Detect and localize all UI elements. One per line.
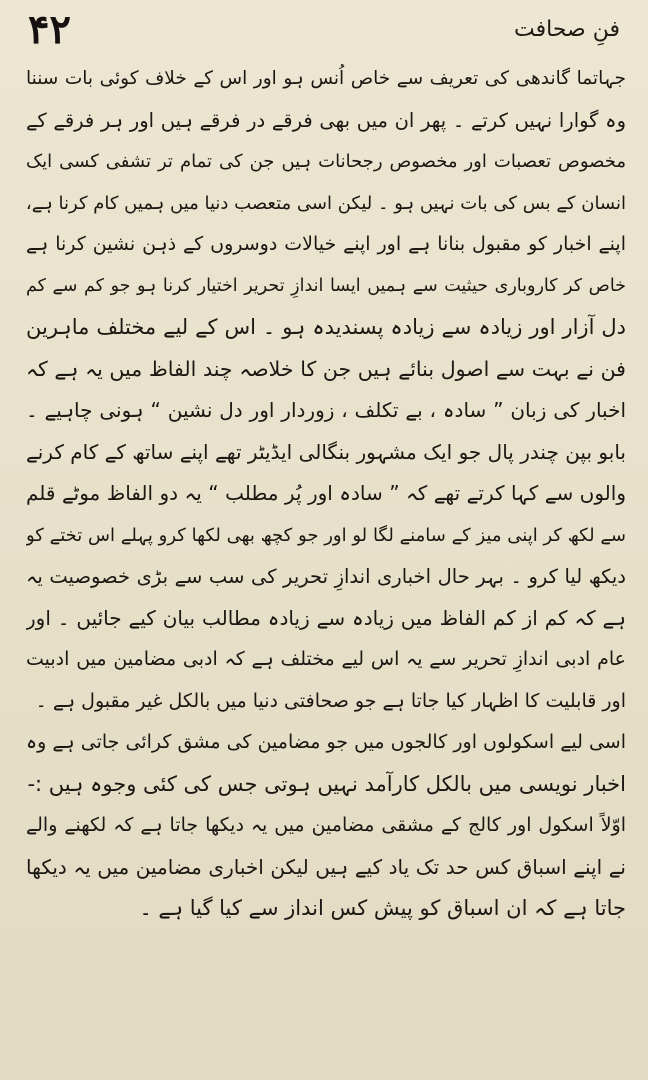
page-number: ۴۲	[28, 6, 71, 53]
text-line: دل آزار اور زیادہ سے زیادہ پسندیدہ ہو ۔ اس کے لیے مختلف ماہرین	[26, 315, 626, 339]
text-line: فن نے بہت سے اصول بنائے ہیں جن کا خلاصہ چند الفاظ میں یہ ہے کہ	[26, 356, 626, 381]
text-line: خاص کر کاروباری حیثیت سے ہمیں ایسا اندازِ تحریر اختیار کرنا ہو جو کم سے کم	[26, 275, 626, 296]
text-line: جاتا ہے کہ ان اسباق کو پیش کس انداز سے کیا گیا ہے ۔	[139, 896, 626, 920]
text-line: والوں سے کہا کرتے تھے کہ ” سادہ اور پُر مطلب “ یہ دو الفاظ موٹے قلم	[26, 481, 626, 505]
text-line: اسی لیے اسکولوں اور کالجوں میں جو مضامین کی مشق کرائی جاتی ہے وہ	[26, 731, 626, 753]
text-line: دیکھ لیا کرو ۔ بہر حال اخباری اندازِ تحریر کی سب سے بڑی خصوصیت یہ	[26, 565, 626, 588]
text-line: اخبار نویسی میں بالکل کارآمد نہیں ہوتی جس کی کئی وجوہ ہیں :-	[27, 771, 626, 796]
text-line: بابو بپن چندر پال جو ایک مشہور بنگالی ایڈیٹر تھے اپنے ساتھ کے کام کرنے	[26, 439, 626, 464]
text-line: وہ گوارا نہیں کرتے ۔ پھر ان میں بھی فرقے در فرقے ہیں اور ہر فرقے کے	[26, 108, 626, 132]
text-line: عام ادبی اندازِ تحریر سے یہ اس لیے مختلف ہے کہ ادبی مضامین میں ادبیت	[26, 648, 626, 670]
text-line: مخصوص تعصبات اور مخصوص رجحانات ہیں جن کی تمام تر تشفی کسی ایک	[26, 151, 626, 172]
text-line: اخبار کی زبان ” سادہ ، بے تکلف ، زوردار اور دل نشین “ ہونی چاہیے ۔	[26, 398, 626, 422]
body-text	[26, 58, 626, 930]
page-header	[28, 6, 620, 54]
text-line: اپنے اخبار کو مقبول بنانا ہے اور اپنے خیالات دوسروں کے ذہن نشین کرنا ہے	[26, 233, 626, 255]
text-line: نے اپنے اسباق کس حد تک یاد کیے ہیں لیکن اخباری مضامین میں یہ دیکھا	[26, 854, 626, 879]
text-line: سے لکھ کر اپنی میز کے سامنے لگا لو اور جو کچھ بھی لکھا کرو پہلے اس تختے کو	[26, 524, 626, 546]
text-line: اور قابلیت کا اظہار کیا جاتا ہے جو صحافتی دنیا میں بالکل غیر مقبول ہے ۔	[35, 689, 626, 712]
running-title: فنِ صحافت	[514, 17, 620, 42]
text-line: انسان کے بس کی بات نہیں ہو ۔ لیکن اسی متعصب دنیا میں ہمیں کام کرنا ہے،	[26, 192, 626, 214]
text-line: جہاتما گاندھی کی تعریف سے خاص اُنس ہو اور اس کے خلاف کوئی بات سننا	[26, 68, 626, 89]
text-line: اوّلاً اسکول اور کالج کے مشقی مضامین میں یہ دیکھا جاتا ہے کہ لکھنے والے	[26, 814, 626, 836]
text-line: ہے کہ کم از کم الفاظ میں زیادہ سے زیادہ مطالب بیان کیے جائیں ۔ اور	[26, 605, 626, 630]
